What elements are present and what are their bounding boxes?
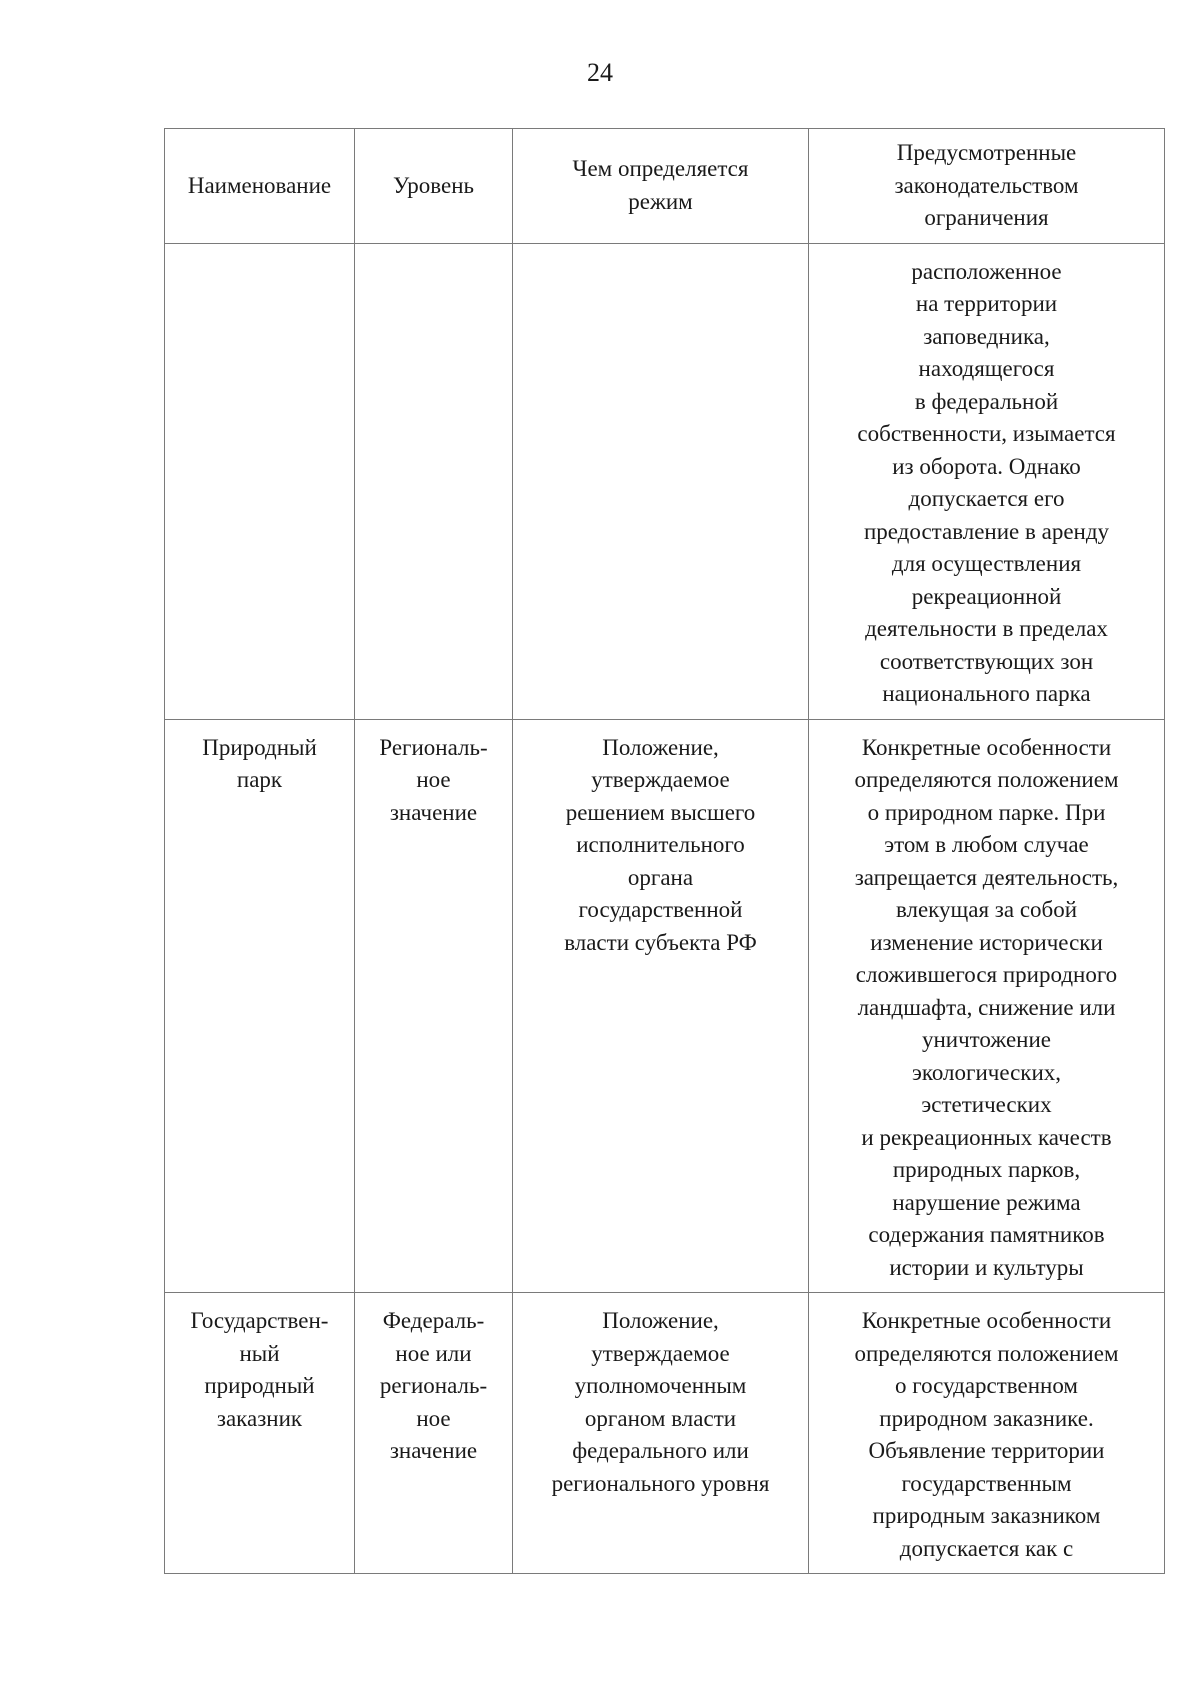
header-line: Предусмотренные [896, 140, 1077, 165]
table-row [165, 1293, 1165, 1574]
regime-line: Положение, [602, 734, 719, 760]
name-line: Природный [202, 734, 317, 760]
restrictions-line: допускается как с [899, 1535, 1074, 1561]
restrictions-line: заповедника, [923, 323, 1050, 349]
level-line: региональ- [379, 1373, 488, 1398]
restrictions-line: на территории [915, 291, 1058, 316]
restrictions-line: нарушение режима [892, 1189, 1081, 1215]
restrictions-line: государственным [901, 1470, 1072, 1496]
level-line: Федераль- [382, 1308, 485, 1333]
restrictions-line: предоставление в аренду [863, 518, 1110, 544]
restrictions-line: Конкретные особенности [861, 1308, 1112, 1333]
restrictions-line: для осуществления [891, 551, 1082, 576]
regime-line: органом власти [584, 1405, 737, 1431]
regime-line: Положение, [602, 1308, 719, 1333]
cell-name [165, 719, 355, 1293]
restrictions-line: уничтожение [922, 1027, 1051, 1052]
restrictions-line: эстетических [921, 1092, 1052, 1117]
regime-line: уполномоченным [574, 1373, 747, 1398]
regime-line: утверждаемое [591, 1340, 730, 1366]
restrictions-line: содержания памятников [868, 1222, 1105, 1247]
cell-level [355, 1293, 513, 1574]
regime-line: федерального или [572, 1438, 749, 1463]
regime-line: регионального уровня [551, 1470, 770, 1496]
restrictions-line: экологических, [911, 1059, 1062, 1085]
restrictions-line: о государственном [895, 1373, 1078, 1398]
table-row [165, 243, 1165, 719]
table-header [165, 129, 1165, 244]
restrictions-line: расположенное [911, 258, 1062, 284]
restrictions-line: определяются положением [854, 767, 1119, 792]
restrictions-line: Объявление территории [868, 1438, 1105, 1463]
header-line: Наименование [187, 172, 332, 198]
restrictions-line: природным заказником [872, 1503, 1101, 1528]
name-line: парк [236, 767, 283, 792]
protected-areas-table [164, 128, 1165, 1574]
cell-restrictions [809, 719, 1165, 1293]
restrictions-line: соответствующих зон [879, 648, 1094, 674]
restrictions-line: сложившегося природного [855, 962, 1118, 987]
restrictions-line: влекущая за собой [895, 897, 1078, 922]
name-line: ный [239, 1340, 280, 1366]
restrictions-line: рекреационной [911, 583, 1062, 609]
header-line: режим [628, 188, 693, 214]
restrictions-line: определяются положением [854, 1340, 1119, 1366]
level-line: значение [389, 799, 478, 825]
level-line: ное или [395, 1340, 472, 1366]
header-line: ограничения [924, 205, 1049, 230]
cell-name [165, 243, 355, 719]
restrictions-line: Конкретные особенности [861, 734, 1112, 760]
header-regime [513, 129, 809, 244]
restrictions-line: национального парка [882, 681, 1091, 706]
restrictions-line: ландшафта, снижение или [857, 994, 1116, 1020]
level-line: Региональ- [379, 734, 488, 760]
restrictions-line: истории и культуры [889, 1254, 1084, 1280]
table-row [165, 719, 1165, 1293]
restrictions-line: и рекреационных качеств [861, 1124, 1112, 1150]
cell-regime [513, 719, 809, 1293]
cell-name [165, 1293, 355, 1574]
cell-regime [513, 1293, 809, 1574]
page-number: 24 [587, 58, 613, 87]
name-line: природный [204, 1373, 315, 1398]
level-line: ное [416, 1405, 451, 1431]
restrictions-line: природных парков, [892, 1157, 1081, 1182]
restrictions-line: запрещается деятельность, [854, 864, 1119, 890]
regime-line: решением высшего [565, 799, 756, 825]
name-line: заказник [216, 1405, 303, 1431]
header-line: законодательством [894, 172, 1079, 198]
restrictions-line: природном заказнике. [879, 1405, 1094, 1431]
header-level [355, 129, 513, 244]
header-line: Уровень [393, 172, 474, 198]
cell-level [355, 243, 513, 719]
regime-line: исполнительного [576, 832, 745, 857]
restrictions-line: в федеральной [914, 388, 1059, 414]
regime-line: органа [627, 864, 694, 890]
name-line: Государствен- [190, 1308, 329, 1333]
header-line: Чем определяется [572, 156, 749, 182]
header-name [165, 129, 355, 244]
restrictions-line: этом в любом случае [884, 832, 1089, 857]
level-line: ное [416, 767, 451, 792]
header-restrictions [809, 129, 1165, 244]
restrictions-line: о природном парке. При [867, 799, 1106, 825]
level-line: значение [389, 1438, 478, 1463]
restrictions-line: изменение исторически [870, 929, 1103, 955]
restrictions-line: находящегося [918, 356, 1055, 381]
regime-line: утверждаемое [591, 767, 730, 792]
regime-line: власти субъекта РФ [564, 929, 757, 955]
restrictions-line: допускается его [908, 486, 1065, 511]
cell-level [355, 719, 513, 1293]
restrictions-line: из оборота. Однако [892, 453, 1081, 479]
table-body [165, 243, 1165, 1574]
cell-restrictions [809, 243, 1165, 719]
restrictions-line: собственности, изымается [857, 421, 1116, 446]
header-row [165, 129, 1165, 244]
cell-regime [513, 243, 809, 719]
cell-restrictions [809, 1293, 1165, 1574]
restrictions-line: деятельности в пределах [865, 616, 1108, 641]
regime-line: государственной [578, 897, 743, 922]
